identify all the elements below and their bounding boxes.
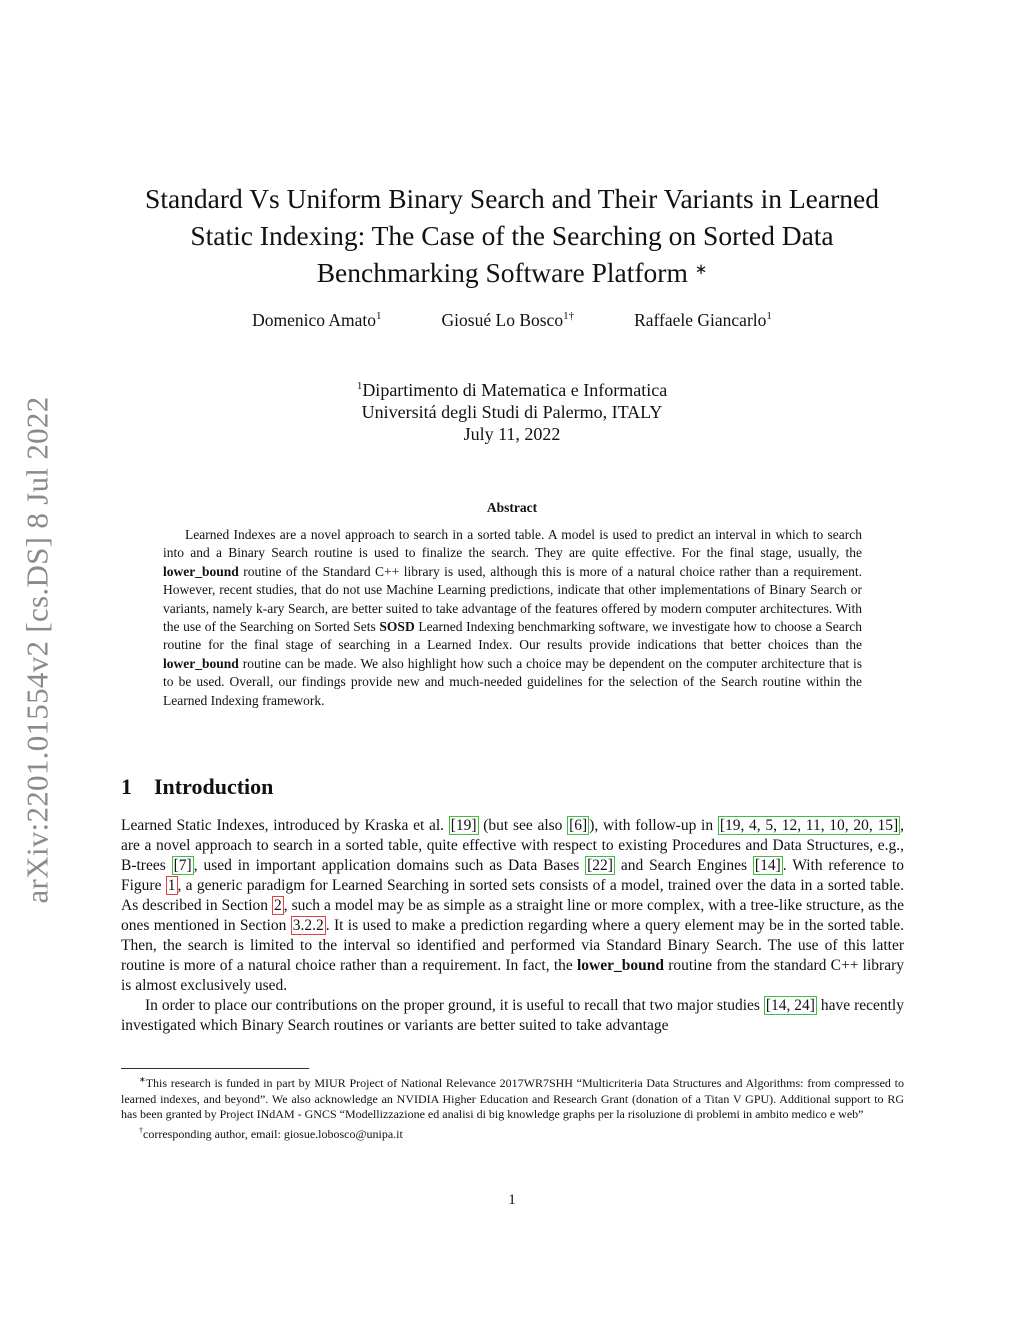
arxiv-identifier-stamp xyxy=(3,370,73,930)
footnotes xyxy=(121,1072,904,1142)
footnote-2-mark: † xyxy=(139,1125,143,1135)
author-2-sup: 1† xyxy=(563,310,575,323)
abstract-text-1: Learned Indexes are a novel approach to search in a sorted table. A model is used to predict an interval in which to search into and a Binary Search routine is used to finalize the search. They are quite effective. For the final stage, usually, the xyxy=(163,527,862,561)
author-3-sup: 1 xyxy=(766,310,772,323)
affiliation-university: Universitá degli Studi di Palermo, ITALY xyxy=(361,402,663,422)
intro-text: have recently investigated which Binary Search routines or variants are better suited to take advantage xyxy=(121,997,904,1034)
title-line-3-text: Benchmarking Software Platform xyxy=(316,257,688,288)
citation-link[interactable]: [14, 24] xyxy=(765,997,815,1014)
paper-title xyxy=(108,180,916,291)
footnote-2 xyxy=(121,1123,904,1143)
abstract-body xyxy=(163,526,862,710)
affiliation-block xyxy=(200,375,824,445)
footnote-1-text: This research is funded in part by MIUR Project of National Relevance 2017WR7SHH “Multicriteria Data Structures and Algorithms: from compressed to learned indexes, and beyond”. We also acknowledge an NVIDIA Higher Education and Research Grant (donation of a Titan V GPU). Additional support to RG has been granted by Project INdAM - GNCS “Modellizzazione ed analisi di big knowledge graphs per la risoluzione di problemi in ambito medico e web” xyxy=(121,1076,904,1121)
abstract-text-3: Learned Indexing benchmarking software, we investigate how to choose a Search routine for the final stage of searching in a Learned Index. Our results provide indications that better choices than the xyxy=(163,619,862,653)
intro-text: routine from the standard C++ library is almost exclusively used. xyxy=(121,957,904,994)
intro-paragraph-2 xyxy=(121,996,904,1036)
author-2-name: Giosué Lo Bosco xyxy=(441,310,564,330)
citation-link[interactable]: [19] xyxy=(450,817,477,834)
citation-link[interactable]: [6] xyxy=(569,817,588,834)
abstract-bold-1: lower_bound xyxy=(163,563,239,579)
footnote-1-mark: ∗ xyxy=(139,1075,146,1084)
intro-text: . It is used to make a prediction regarding where a query element may be in the sorted table. Then, the search is limited to the interval so identified and performed via Standard Binary Search. The use of this latter routine is more of a natural choice rather than a requirement. In fact, the xyxy=(121,917,905,974)
affiliation-department-text: Dipartimento di Matematica e Informatica xyxy=(362,380,668,400)
introduction-body xyxy=(121,816,904,1036)
arxiv-identifier-text: arXiv:2201.01554v2 [cs.DS] 8 Jul 2022 xyxy=(20,396,56,904)
intro-text: ), with follow-up in xyxy=(589,817,718,834)
paper-date: July 11, 2022 xyxy=(463,424,561,444)
section-number: 1 xyxy=(121,774,132,799)
intro-text: and Search Engines xyxy=(614,857,753,874)
intro-text: Learned Static Indexes, introduced by Kraska et al. xyxy=(121,817,449,834)
intro-paragraph-1 xyxy=(121,816,904,996)
citation-link[interactable]: [7] xyxy=(173,857,192,874)
title-line-1: Standard Vs Uniform Binary Search and Their Variants in Learned xyxy=(145,183,879,214)
abstract-paragraph xyxy=(163,526,862,710)
author-1-sup: 1 xyxy=(376,310,382,323)
author-1-name: Domenico Amato xyxy=(252,310,377,330)
author-list xyxy=(120,310,904,331)
intro-text: , used in important application domains such as Data Bases xyxy=(193,857,586,874)
section-heading-introduction xyxy=(121,774,273,800)
author-3-name: Raffaele Giancarlo xyxy=(634,310,767,330)
abstract-text-2: routine of the Standard C++ library is used, although this is more of a natural choice rather than a requirement. However, recent studies, that do not use Machine Learning predictions, indicate that other implementations of Binary Search or variants, namely k-ary Search, are better suited to take advantage of the features offered by modern computer architectures. With the use of the Searching on Sorted Sets xyxy=(163,563,862,635)
footnote-2-text: corresponding author, email: giosue.lobosco@unipa.it xyxy=(143,1126,403,1141)
abstract-heading: Abstract xyxy=(486,500,538,515)
intro-text: . With reference to Figure xyxy=(121,857,904,894)
section-link[interactable]: 3.2.2 xyxy=(292,917,324,934)
intro-text: In order to place our contributions on the proper ground, it is useful to recall that two major studies xyxy=(145,997,764,1014)
intro-text: , a generic paradigm for Learned Searching in sorted sets consists of a model, trained over the data in a sorted table. As described in Section xyxy=(121,877,905,914)
citation-link[interactable]: [22] xyxy=(587,857,613,874)
citation-link[interactable]: [19, 4, 5, 12, 11, 10, 20, 15] xyxy=(719,817,899,834)
title-footnote-mark: ∗ xyxy=(694,262,708,278)
author-3 xyxy=(634,310,772,331)
affiliation-sup: 1 xyxy=(356,380,363,392)
intro-text: , are a novel approach to search in a sorted table, quite effective with respect to existing Procedures and Data Structures, e.g., B-trees xyxy=(121,817,905,874)
citation-link[interactable]: [14] xyxy=(754,857,781,874)
abstract-bold-2: SOSD xyxy=(379,619,415,635)
abstract-text-4: routine can be made. We also highlight how such a choice may be dependent on the computer architecture that is to be used. Overall, our findings provide new and much-needed guidelines for the selection of the Search routine within the Learned Indexing framework. xyxy=(163,655,862,708)
title-line-3 xyxy=(108,254,916,291)
section-link[interactable]: 2 xyxy=(274,897,282,914)
page-number: 1 xyxy=(508,1192,516,1208)
intro-text: (but see also xyxy=(478,817,568,834)
title-line-2: Static Indexing: The Case of the Searching on Sorted Data xyxy=(190,220,834,251)
intro-bold: lower_bound xyxy=(577,957,664,974)
affiliation-department xyxy=(200,375,824,401)
author-2 xyxy=(442,310,575,331)
intro-text: , such a model may be as simple as a straight line or more complex, with a tree-like structure, as the ones mentioned in Section xyxy=(121,897,904,934)
figure-link[interactable]: 1 xyxy=(167,877,176,894)
author-1 xyxy=(252,310,381,331)
section-title: Introduction xyxy=(154,774,274,799)
footnote-divider xyxy=(121,1068,309,1069)
abstract-bold-3: lower_bound xyxy=(163,655,239,671)
footnote-1 xyxy=(121,1072,904,1123)
